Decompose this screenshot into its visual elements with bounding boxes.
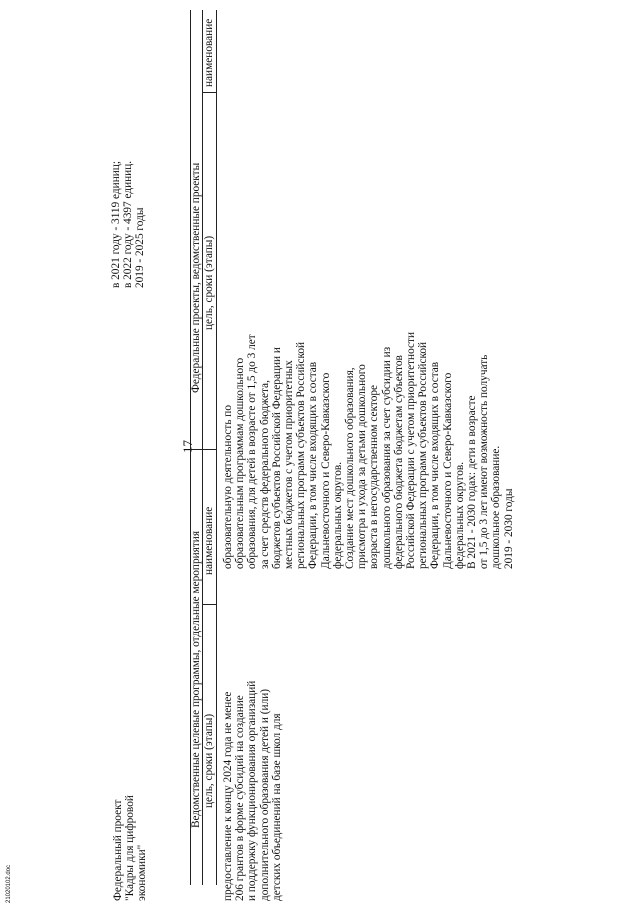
goal-text-line: детских объединений на базе школ для: [270, 713, 283, 901]
goal-text-line: и поддержку функционирования организаций: [246, 680, 259, 901]
goal-text-line: предоставление к концу 2024 года не менее: [222, 691, 234, 901]
project-name-line: экономики": [136, 844, 149, 901]
goal-text-line: за счет средств федерального бюджета,: [258, 380, 271, 569]
goal-text-line: Создание мест дошкольного образования,: [344, 367, 357, 569]
header-group-left: Федеральные проекты, ведомственные проекты: [190, 162, 202, 393]
row1-goal-text: [222, 332, 515, 569]
goal-text-line: бюджетов субъектов Российской Федерации и: [270, 347, 283, 569]
goal-text-line: федеральных округов.: [453, 461, 466, 569]
page-number: 17: [180, 440, 195, 453]
column-divider-name1: [202, 449, 216, 450]
right-goal-text-line: в 2022 году - 4397 единиц.: [122, 160, 135, 288]
goal-text-line: федеральных округов.: [331, 461, 344, 569]
project-name-line: "Кадры для цифровой: [124, 795, 137, 901]
goal-text-line: Федерации, в том числе входящих в состав: [307, 361, 320, 569]
header-bottom-border: [216, 10, 217, 885]
goal-text-line: Федерации, в том числе входящих в состав: [429, 361, 442, 569]
goal-text-line: Дальневосточного и Северо-Кавказского: [319, 372, 332, 569]
goal-text-line: 2019 - 2030 годы: [502, 488, 515, 569]
goal-text-line: региональных программ субъектов Российской: [295, 341, 308, 569]
row2-goal-text: [222, 681, 283, 901]
goal-text-line: федерального бюджета бюджетам субъектов: [392, 355, 405, 569]
right-goal-text-line: 2019 - 2025 годы: [134, 207, 147, 288]
goal-text-line: региональных программ субъектов Российской: [417, 341, 430, 569]
header-col-goal-left: цель, сроки (этапы): [203, 235, 215, 330]
column-divider-left: [202, 92, 216, 93]
project-name-line: Федеральный проект: [112, 799, 124, 901]
header-group-right: Ведомственные целевые программы, отдельные мероприятия: [190, 530, 202, 828]
goal-text-line: местных бюджетов с учетом приоритетных: [283, 360, 296, 569]
goal-text-line: В 2021 - 2030 годах: дети в возрасте: [466, 395, 479, 569]
goal-text-line: Российской Федерации с учетом приоритетности: [405, 332, 418, 569]
goal-text-line: от 1,5 до 3 лет имеют возможность получать: [478, 354, 491, 569]
goal-text-line: дошкольное образование.: [490, 445, 503, 569]
column-divider-name2: [202, 604, 216, 605]
goal-text-line: Дальневосточного и Северо-Кавказского: [441, 372, 454, 569]
row1-right-goal-text: [110, 161, 147, 288]
goal-text-line: присмотра и ухода за детьми дошкольного: [356, 364, 369, 569]
goal-text-line: дошкольного образования за счет субсидии из: [380, 346, 393, 569]
goal-text-line: дополнительного образования детей и (или): [258, 688, 271, 901]
row2-name: [112, 795, 149, 901]
goal-text-line: образования, для детей в возрасте от 1,5 до 3 лет: [246, 334, 259, 569]
header-col-name-right: наименование: [203, 506, 215, 575]
goal-text-line: возраста в негосударственном секторе: [368, 384, 381, 569]
right-goal-text-line: в 2021 году - 3119 единиц;: [110, 161, 122, 288]
goal-text-line: образовательную деятельность по: [222, 404, 234, 569]
goal-text-line: образовательным программам дошкольного: [234, 357, 247, 569]
header-col-name-left: наименование: [203, 18, 215, 87]
header-col-goal-right: цель, сроки (этапы): [203, 713, 215, 808]
footer-code: 21020102.doc: [6, 864, 12, 903]
goal-text-line: 206 грантов в форме субсидий на создание: [234, 695, 247, 901]
